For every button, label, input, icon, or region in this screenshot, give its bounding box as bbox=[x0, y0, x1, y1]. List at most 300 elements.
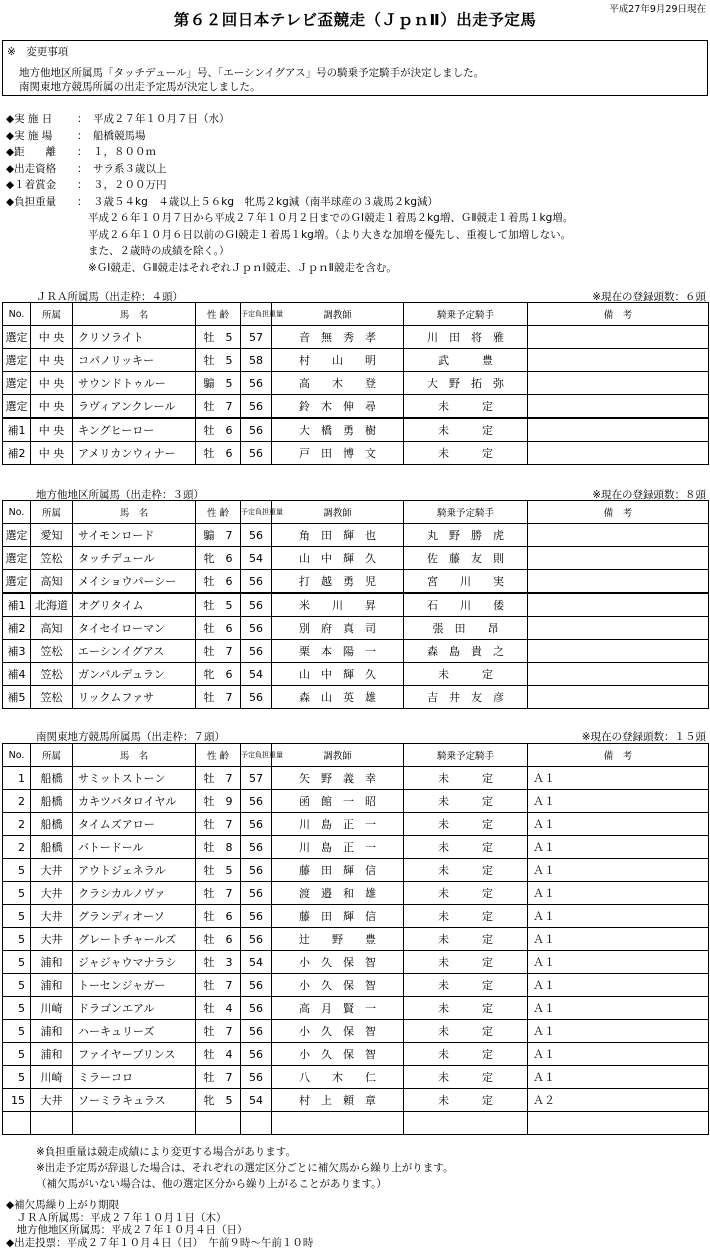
col-jockey-header: 騎乗予定騎手 bbox=[404, 744, 528, 767]
cell-trainer bbox=[272, 1112, 404, 1135]
cell-affiliation: 北海道 bbox=[31, 593, 73, 617]
cell-affiliation: 高知 bbox=[31, 570, 73, 594]
cell-sex-age: 牡 8 bbox=[196, 836, 241, 859]
cell-remarks: Ａ１ bbox=[528, 859, 709, 882]
nankan-section-heading: 南関東地方競馬所属馬（出走枠：７頭） bbox=[36, 731, 225, 743]
cell-horse-name: リックムファサ bbox=[73, 686, 196, 709]
cell-affiliation: 川崎 bbox=[31, 997, 73, 1020]
table-row bbox=[3, 326, 709, 349]
cell-jockey: 石 川 倭 bbox=[404, 593, 528, 617]
footer-line: 地方他地区所属馬：平成２７年１０月４日（日） bbox=[6, 1224, 248, 1236]
info-key: ◆実 施 場 bbox=[6, 129, 53, 142]
nankan-registration-count: ※現在の登録頭数：１５頭 bbox=[581, 731, 706, 743]
cell-weight: 56 bbox=[241, 905, 272, 928]
col-sex-age-header: 性 齢 bbox=[196, 501, 241, 524]
cell-jockey: 未 定 bbox=[404, 790, 528, 813]
table-row bbox=[3, 395, 709, 419]
cell-affiliation bbox=[31, 1112, 73, 1135]
info-row-weight: ◆負担重量 ： ３歳５４kg ４歳以上５６kg 牝馬２kg減（南半球産の３歳馬２kg減） bbox=[6, 194, 573, 211]
weight-note: 平成２６年１０月７日から平成２７年１０月２日までのＧⅠ競走１着馬２kg増、ＧⅡ競走１着馬１kg増。 bbox=[88, 212, 574, 224]
cell-horse-name: サイモンロード bbox=[73, 524, 196, 547]
cell-weight: 56 bbox=[241, 1066, 272, 1089]
table-row bbox=[3, 617, 709, 640]
cell-sex-age: 牝 6 bbox=[196, 663, 241, 686]
cell-affiliation: 浦和 bbox=[31, 1020, 73, 1043]
cell-weight: 56 bbox=[241, 1043, 272, 1066]
cell-status: 1 bbox=[3, 767, 31, 790]
cell-remarks: Ａ１ bbox=[528, 767, 709, 790]
cell-remarks: Ａ１ bbox=[528, 1043, 709, 1066]
info-value: 平成２７年１０月７日（水） bbox=[93, 113, 230, 125]
cell-sex-age: 牡 6 bbox=[196, 442, 241, 465]
cell-trainer: 函 館 一 昭 bbox=[272, 790, 404, 813]
cell-horse-name: トーセンジャガー bbox=[73, 974, 196, 997]
cell-sex-age: 牡 9 bbox=[196, 790, 241, 813]
table-row bbox=[3, 686, 709, 709]
cell-status: 補3 bbox=[3, 640, 31, 663]
jra-registration-count: ※現在の登録頭数：６頭 bbox=[592, 291, 706, 303]
cell-horse-name: コパノリッキー bbox=[73, 349, 196, 372]
cell-sex-age: 牝 5 bbox=[196, 1089, 241, 1112]
cell-status: 補2 bbox=[3, 617, 31, 640]
table-row bbox=[3, 836, 709, 859]
notes bbox=[36, 1144, 453, 1192]
cell-jockey bbox=[404, 1112, 528, 1135]
info-value: ３，２００万円 bbox=[93, 179, 167, 191]
cell-affiliation: 中 央 bbox=[31, 442, 73, 465]
cell-jockey: 未 定 bbox=[404, 813, 528, 836]
cell-sex-age: 牡 7 bbox=[196, 767, 241, 790]
table-row bbox=[3, 524, 709, 547]
cell-trainer: 別 府 真 司 bbox=[272, 617, 404, 640]
cell-jockey: 未 定 bbox=[404, 882, 528, 905]
cell-status: 選定 bbox=[3, 547, 31, 570]
table-row bbox=[3, 859, 709, 882]
cell-affiliation: 川崎 bbox=[31, 1066, 73, 1089]
cell-remarks: Ａ２ bbox=[528, 1089, 709, 1112]
col-affiliation-header: 所属 bbox=[31, 501, 73, 524]
cell-jockey: 未 定 bbox=[404, 767, 528, 790]
cell-trainer: 渡 邉 和 雄 bbox=[272, 882, 404, 905]
cell-horse-name: メイショウパーシー bbox=[73, 570, 196, 594]
notice-line: 地方他地区所属馬「タッチデュール」号、「エーシンイグアス」号の騎乗予定騎手が決定しました。 bbox=[19, 67, 485, 79]
cell-trainer: 小 久 保 智 bbox=[272, 1020, 404, 1043]
cell-affiliation: 笠松 bbox=[31, 640, 73, 663]
info-value: １，８００ｍ bbox=[93, 146, 156, 158]
cell-status: 5 bbox=[3, 859, 31, 882]
col-affiliation-header: 所属 bbox=[31, 303, 73, 326]
cell-status: 5 bbox=[3, 928, 31, 951]
cell-weight: 56 bbox=[241, 570, 272, 594]
info-value: ３歳５４kg ４歳以上５６kg 牝馬２kg減（南半球産の３歳馬２kg減） bbox=[93, 195, 438, 208]
info-row-venue: ◆実 施 場 ： 船橋競馬場 bbox=[6, 128, 573, 145]
cell-horse-name: ドラゴンエアル bbox=[73, 997, 196, 1020]
col-sex-age-header: 性 齢 bbox=[196, 744, 241, 767]
cell-sex-age: 牡 5 bbox=[196, 593, 241, 617]
cell-sex-age: 騸 7 bbox=[196, 524, 241, 547]
weight-note: ※ＧⅠ競走、ＧⅡ競走はそれぞれＪｐｎⅠ競走、ＪｐｎⅡ競走を含む。 bbox=[88, 261, 397, 274]
cell-remarks bbox=[528, 372, 709, 395]
cell-status: 補4 bbox=[3, 663, 31, 686]
cell-trainer: 大 橋 勇 樹 bbox=[272, 418, 404, 442]
cell-remarks bbox=[528, 524, 709, 547]
cell-sex-age: 牡 5 bbox=[196, 326, 241, 349]
cell-remarks: Ａ１ bbox=[528, 882, 709, 905]
cell-remarks: Ａ１ bbox=[528, 790, 709, 813]
cell-sex-age: 牡 7 bbox=[196, 1066, 241, 1089]
jra-section-heading: ＪＲＡ所属馬（出走枠：４頭） bbox=[36, 291, 183, 303]
info-key: ◆負担重量 bbox=[6, 195, 57, 208]
cell-jockey: 未 定 bbox=[404, 974, 528, 997]
cell-trainer: 川 島 正 一 bbox=[272, 813, 404, 836]
cell-horse-name: サミットストーン bbox=[73, 767, 196, 790]
cell-sex-age: 牡 6 bbox=[196, 570, 241, 594]
cell-affiliation: 浦和 bbox=[31, 1043, 73, 1066]
cell-status: 5 bbox=[3, 997, 31, 1020]
table-header-row bbox=[3, 501, 709, 524]
cell-jockey: 川 田 将 雅 bbox=[404, 326, 528, 349]
cell-jockey: 未 定 bbox=[404, 836, 528, 859]
col-weight-header: 予定負担重量 bbox=[241, 501, 272, 524]
col-remarks-header: 備 考 bbox=[528, 501, 709, 524]
cell-trainer: 辻 野 豊 bbox=[272, 928, 404, 951]
cell-weight: 56 bbox=[241, 790, 272, 813]
cell-trainer: 山 中 輝 久 bbox=[272, 663, 404, 686]
cell-affiliation: 笠松 bbox=[31, 663, 73, 686]
cell-horse-name: ガンバルデュラン bbox=[73, 663, 196, 686]
col-weight-header: 予定負担重量 bbox=[241, 744, 272, 767]
cell-trainer: 小 久 保 智 bbox=[272, 1043, 404, 1066]
cell-trainer: 高 月 賢 一 bbox=[272, 997, 404, 1020]
cell-weight: 54 bbox=[241, 547, 272, 570]
cell-horse-name: アメリカンウィナー bbox=[73, 442, 196, 465]
cell-weight: 56 bbox=[241, 997, 272, 1020]
cell-status: 選定 bbox=[3, 395, 31, 419]
weight-note: 平成２６年１０月６日以前のＧⅠ競走１着馬１kg増。（より大きな加増を優先し、重複して加増しない。 bbox=[88, 228, 572, 241]
cell-trainer: 小 久 保 智 bbox=[272, 951, 404, 974]
cell-trainer: 米 川 昇 bbox=[272, 593, 404, 617]
cell-jockey: 未 定 bbox=[404, 1020, 528, 1043]
col-weight-header: 予定負担重量 bbox=[241, 303, 272, 326]
cell-trainer: 栗 本 陽 一 bbox=[272, 640, 404, 663]
cell-remarks: Ａ１ bbox=[528, 836, 709, 859]
table-row bbox=[3, 442, 709, 465]
cell-horse-name: ハーキュリーズ bbox=[73, 1020, 196, 1043]
info-value: サラ系３歳以上 bbox=[93, 162, 167, 175]
cell-weight: 54 bbox=[241, 951, 272, 974]
table-row bbox=[3, 1043, 709, 1066]
cell-sex-age: 牡 7 bbox=[196, 640, 241, 663]
cell-weight: 56 bbox=[241, 617, 272, 640]
cell-affiliation: 大井 bbox=[31, 928, 73, 951]
cell-remarks bbox=[528, 640, 709, 663]
cell-remarks: Ａ１ bbox=[528, 997, 709, 1020]
cell-sex-age: 牡 3 bbox=[196, 951, 241, 974]
info-key: ◆距 離 bbox=[6, 146, 57, 158]
cell-jockey: 張 田 昂 bbox=[404, 617, 528, 640]
cell-weight: 56 bbox=[241, 859, 272, 882]
cell-sex-age: 牡 4 bbox=[196, 997, 241, 1020]
cell-jockey: 未 定 bbox=[404, 663, 528, 686]
cell-weight: 56 bbox=[241, 928, 272, 951]
cell-remarks bbox=[528, 349, 709, 372]
race-info bbox=[6, 111, 573, 276]
cell-affiliation: 船橋 bbox=[31, 836, 73, 859]
col-horse-name-header: 馬 名 bbox=[73, 303, 196, 326]
cell-weight bbox=[241, 1112, 272, 1135]
cell-horse-name: クラシカルノヴァ bbox=[73, 882, 196, 905]
table-row bbox=[3, 1066, 709, 1089]
cell-sex-age: 牝 6 bbox=[196, 547, 241, 570]
cell-status: 選定 bbox=[3, 349, 31, 372]
cell-jockey: 未 定 bbox=[404, 1066, 528, 1089]
table-row bbox=[3, 372, 709, 395]
cell-jockey: 丸 野 勝 虎 bbox=[404, 524, 528, 547]
table-row bbox=[3, 882, 709, 905]
cell-remarks bbox=[528, 547, 709, 570]
cell-weight: 56 bbox=[241, 813, 272, 836]
note-line: ※負担重量は競走成績により変更する場合があります。 bbox=[36, 1146, 296, 1158]
cell-weight: 56 bbox=[241, 442, 272, 465]
cell-status: 選定 bbox=[3, 372, 31, 395]
cell-weight: 58 bbox=[241, 349, 272, 372]
cell-weight: 56 bbox=[241, 974, 272, 997]
chiho-registration-count: ※現在の登録頭数：８頭 bbox=[592, 489, 706, 501]
cell-status: 5 bbox=[3, 974, 31, 997]
table-row bbox=[3, 640, 709, 663]
cell-horse-name: タッチデュール bbox=[73, 547, 196, 570]
notice-line: 南関東地方競馬所属の出走予定馬が決定しました。 bbox=[19, 81, 261, 93]
cell-horse-name: ソーミラキュラス bbox=[73, 1089, 196, 1112]
page-title: 第６２回日本テレビ盃競走（ＪｐｎⅡ）出走予定馬 bbox=[173, 11, 537, 29]
cell-jockey: 未 定 bbox=[404, 1043, 528, 1066]
col-trainer-header: 調教師 bbox=[272, 303, 404, 326]
col-affiliation-header: 所属 bbox=[31, 744, 73, 767]
col-status-header: No. bbox=[3, 303, 31, 326]
cell-status: 補5 bbox=[3, 686, 31, 709]
cell-horse-name: バトードール bbox=[73, 836, 196, 859]
cell-weight: 56 bbox=[241, 836, 272, 859]
cell-affiliation: 浦和 bbox=[31, 974, 73, 997]
cell-trainer: 森 山 英 雄 bbox=[272, 686, 404, 709]
cell-weight: 57 bbox=[241, 767, 272, 790]
cell-sex-age: 牡 4 bbox=[196, 1043, 241, 1066]
table-row bbox=[3, 928, 709, 951]
cell-trainer: 藤 田 輝 信 bbox=[272, 859, 404, 882]
table-row bbox=[3, 767, 709, 790]
cell-weight: 56 bbox=[241, 395, 272, 419]
cell-status: 5 bbox=[3, 1066, 31, 1089]
cell-sex-age: 牡 7 bbox=[196, 1020, 241, 1043]
info-key: ◆実 施 日 bbox=[6, 113, 53, 125]
cell-sex-age: 牡 6 bbox=[196, 905, 241, 928]
info-row-eligibility: ◆出走資格 ： サラ系３歳以上 bbox=[6, 161, 573, 178]
info-key: ◆１着賞金 bbox=[6, 179, 57, 191]
cell-trainer: 八 木 仁 bbox=[272, 1066, 404, 1089]
cell-jockey: 未 定 bbox=[404, 1089, 528, 1112]
cell-affiliation: 船橋 bbox=[31, 813, 73, 836]
col-remarks-header: 備 考 bbox=[528, 744, 709, 767]
cell-status: 5 bbox=[3, 882, 31, 905]
col-horse-name-header: 馬 名 bbox=[73, 501, 196, 524]
cell-sex-age bbox=[196, 1112, 241, 1135]
cell-affiliation: 浦和 bbox=[31, 951, 73, 974]
table-row bbox=[3, 790, 709, 813]
cell-remarks bbox=[528, 1112, 709, 1135]
cell-status: 2 bbox=[3, 836, 31, 859]
cell-remarks bbox=[528, 686, 709, 709]
table-row bbox=[3, 593, 709, 617]
cell-jockey: 未 定 bbox=[404, 928, 528, 951]
cell-weight: 56 bbox=[241, 882, 272, 905]
cell-jockey: 未 定 bbox=[404, 905, 528, 928]
cell-status: 補1 bbox=[3, 593, 31, 617]
cell-affiliation: 中 央 bbox=[31, 395, 73, 419]
note-line: ※出走予定馬が辞退した場合は、それぞれの選定区分ごとに補欠馬から繰り上がります。 bbox=[36, 1162, 454, 1174]
table-row bbox=[3, 974, 709, 997]
cell-sex-age: 騸 5 bbox=[196, 372, 241, 395]
cell-horse-name: ファイヤープリンス bbox=[73, 1043, 196, 1066]
cell-trainer: 村 山 明 bbox=[272, 349, 404, 372]
table-header-row bbox=[3, 744, 709, 767]
cell-sex-age: 牡 6 bbox=[196, 617, 241, 640]
table-header-row bbox=[3, 303, 709, 326]
cell-affiliation: 中 央 bbox=[31, 418, 73, 442]
cell-remarks: Ａ１ bbox=[528, 813, 709, 836]
cell-trainer: 小 久 保 智 bbox=[272, 974, 404, 997]
cell-trainer: 角 田 輝 也 bbox=[272, 524, 404, 547]
cell-status: 5 bbox=[3, 1020, 31, 1043]
cell-status: 選定 bbox=[3, 524, 31, 547]
cell-horse-name: カキツバタロイヤル bbox=[73, 790, 196, 813]
cell-sex-age: 牡 7 bbox=[196, 686, 241, 709]
cell-horse-name: グランディオーソ bbox=[73, 905, 196, 928]
cell-affiliation: 笠松 bbox=[31, 686, 73, 709]
cell-trainer: 藤 田 輝 信 bbox=[272, 905, 404, 928]
cell-horse-name: ミラーコロ bbox=[73, 1066, 196, 1089]
cell-horse-name: オグリタイム bbox=[73, 593, 196, 617]
cell-affiliation: 船橋 bbox=[31, 767, 73, 790]
col-sex-age-header: 性 齢 bbox=[196, 303, 241, 326]
cell-jockey: 未 定 bbox=[404, 997, 528, 1020]
cell-horse-name: エーシンイグアス bbox=[73, 640, 196, 663]
cell-jockey: 森 島 貴 之 bbox=[404, 640, 528, 663]
info-row-distance: ◆距 離 ： １，８００ｍ bbox=[6, 144, 573, 161]
cell-trainer: 山 中 輝 久 bbox=[272, 547, 404, 570]
table-row bbox=[3, 1112, 709, 1135]
cell-trainer: 矢 野 義 幸 bbox=[272, 767, 404, 790]
cell-horse-name: タイセイローマン bbox=[73, 617, 196, 640]
table-row bbox=[3, 951, 709, 974]
cell-sex-age: 牡 6 bbox=[196, 418, 241, 442]
cell-affiliation: 中 央 bbox=[31, 326, 73, 349]
cell-status bbox=[3, 1112, 31, 1135]
cell-status: 5 bbox=[3, 1043, 31, 1066]
cell-affiliation: 大井 bbox=[31, 882, 73, 905]
footer-line: ◆出走投票：平成２７年１０月４日（日） 午前９時～午前１０時 bbox=[6, 1236, 314, 1249]
info-value: 船橋競馬場 bbox=[93, 129, 146, 142]
cell-status: 2 bbox=[3, 813, 31, 836]
info-key: ◆出走資格 bbox=[6, 162, 57, 175]
cell-weight: 56 bbox=[241, 372, 272, 395]
table-row bbox=[3, 418, 709, 442]
cell-affiliation: 笠松 bbox=[31, 547, 73, 570]
footer-line: ◆補欠馬繰り上がり期限 bbox=[6, 1199, 120, 1211]
info-row-prize: ◆１着賞金 ： ３，２００万円 bbox=[6, 177, 573, 194]
cell-affiliation: 大井 bbox=[31, 905, 73, 928]
cell-jockey: 大 野 拓 弥 bbox=[404, 372, 528, 395]
table-row bbox=[3, 813, 709, 836]
cell-weight: 56 bbox=[241, 418, 272, 442]
cell-jockey: 武 豊 bbox=[404, 349, 528, 372]
cell-sex-age: 牡 7 bbox=[196, 813, 241, 836]
cell-horse-name: ジャジャウマナラシ bbox=[73, 951, 196, 974]
cell-trainer: 打 越 勇 児 bbox=[272, 570, 404, 594]
cell-affiliation: 中 央 bbox=[31, 372, 73, 395]
cell-horse-name: グレートチャールズ bbox=[73, 928, 196, 951]
cell-horse-name: キングヒーロー bbox=[73, 418, 196, 442]
footer bbox=[6, 1199, 313, 1249]
cell-status: 2 bbox=[3, 790, 31, 813]
cell-remarks: Ａ１ bbox=[528, 928, 709, 951]
col-status-header: No. bbox=[3, 744, 31, 767]
cell-remarks: Ａ１ bbox=[528, 1066, 709, 1089]
cell-sex-age: 牡 5 bbox=[196, 349, 241, 372]
cell-horse-name: タイムズアロー bbox=[73, 813, 196, 836]
cell-remarks bbox=[528, 418, 709, 442]
table-row bbox=[3, 1020, 709, 1043]
footer-line: ＪＲＡ所属馬：平成２７年１０月１日（木） bbox=[6, 1211, 227, 1224]
cell-affiliation: 高知 bbox=[31, 617, 73, 640]
cell-weight: 56 bbox=[241, 1020, 272, 1043]
cell-horse-name: サウンドトゥルー bbox=[73, 372, 196, 395]
cell-horse-name: クリソライト bbox=[73, 326, 196, 349]
notice-heading: ※ 変更事項 bbox=[7, 46, 69, 58]
cell-jockey: 佐 藤 友 則 bbox=[404, 547, 528, 570]
col-jockey-header: 騎乗予定騎手 bbox=[404, 501, 528, 524]
cell-remarks bbox=[528, 570, 709, 594]
cell-jockey: 未 定 bbox=[404, 859, 528, 882]
cell-remarks: Ａ１ bbox=[528, 974, 709, 997]
cell-weight: 56 bbox=[241, 640, 272, 663]
cell-jockey: 未 定 bbox=[404, 418, 528, 442]
cell-jockey: 未 定 bbox=[404, 395, 528, 419]
as-of-date: 平成27年9月29日現在 bbox=[609, 4, 706, 15]
cell-trainer: 川 島 正 一 bbox=[272, 836, 404, 859]
cell-status: 5 bbox=[3, 951, 31, 974]
cell-sex-age: 牡 6 bbox=[196, 928, 241, 951]
cell-status: 選定 bbox=[3, 570, 31, 594]
cell-trainer: 鈴 木 伸 尋 bbox=[272, 395, 404, 419]
table-row bbox=[3, 349, 709, 372]
chiho-table bbox=[2, 500, 709, 709]
col-trainer-header: 調教師 bbox=[272, 501, 404, 524]
cell-remarks bbox=[528, 663, 709, 686]
chiho-section-heading: 地方他地区所属馬（出走枠：３頭） bbox=[36, 489, 204, 501]
cell-status: 5 bbox=[3, 905, 31, 928]
cell-trainer: 戸 田 博 文 bbox=[272, 442, 404, 465]
col-status-header: No. bbox=[3, 501, 31, 524]
cell-sex-age: 牡 7 bbox=[196, 882, 241, 905]
cell-affiliation: 大井 bbox=[31, 859, 73, 882]
table-row bbox=[3, 905, 709, 928]
cell-trainer: 高 木 登 bbox=[272, 372, 404, 395]
cell-weight: 56 bbox=[241, 686, 272, 709]
table-row bbox=[3, 663, 709, 686]
cell-sex-age: 牡 5 bbox=[196, 859, 241, 882]
cell-affiliation: 大井 bbox=[31, 1089, 73, 1112]
cell-sex-age: 牡 7 bbox=[196, 395, 241, 419]
